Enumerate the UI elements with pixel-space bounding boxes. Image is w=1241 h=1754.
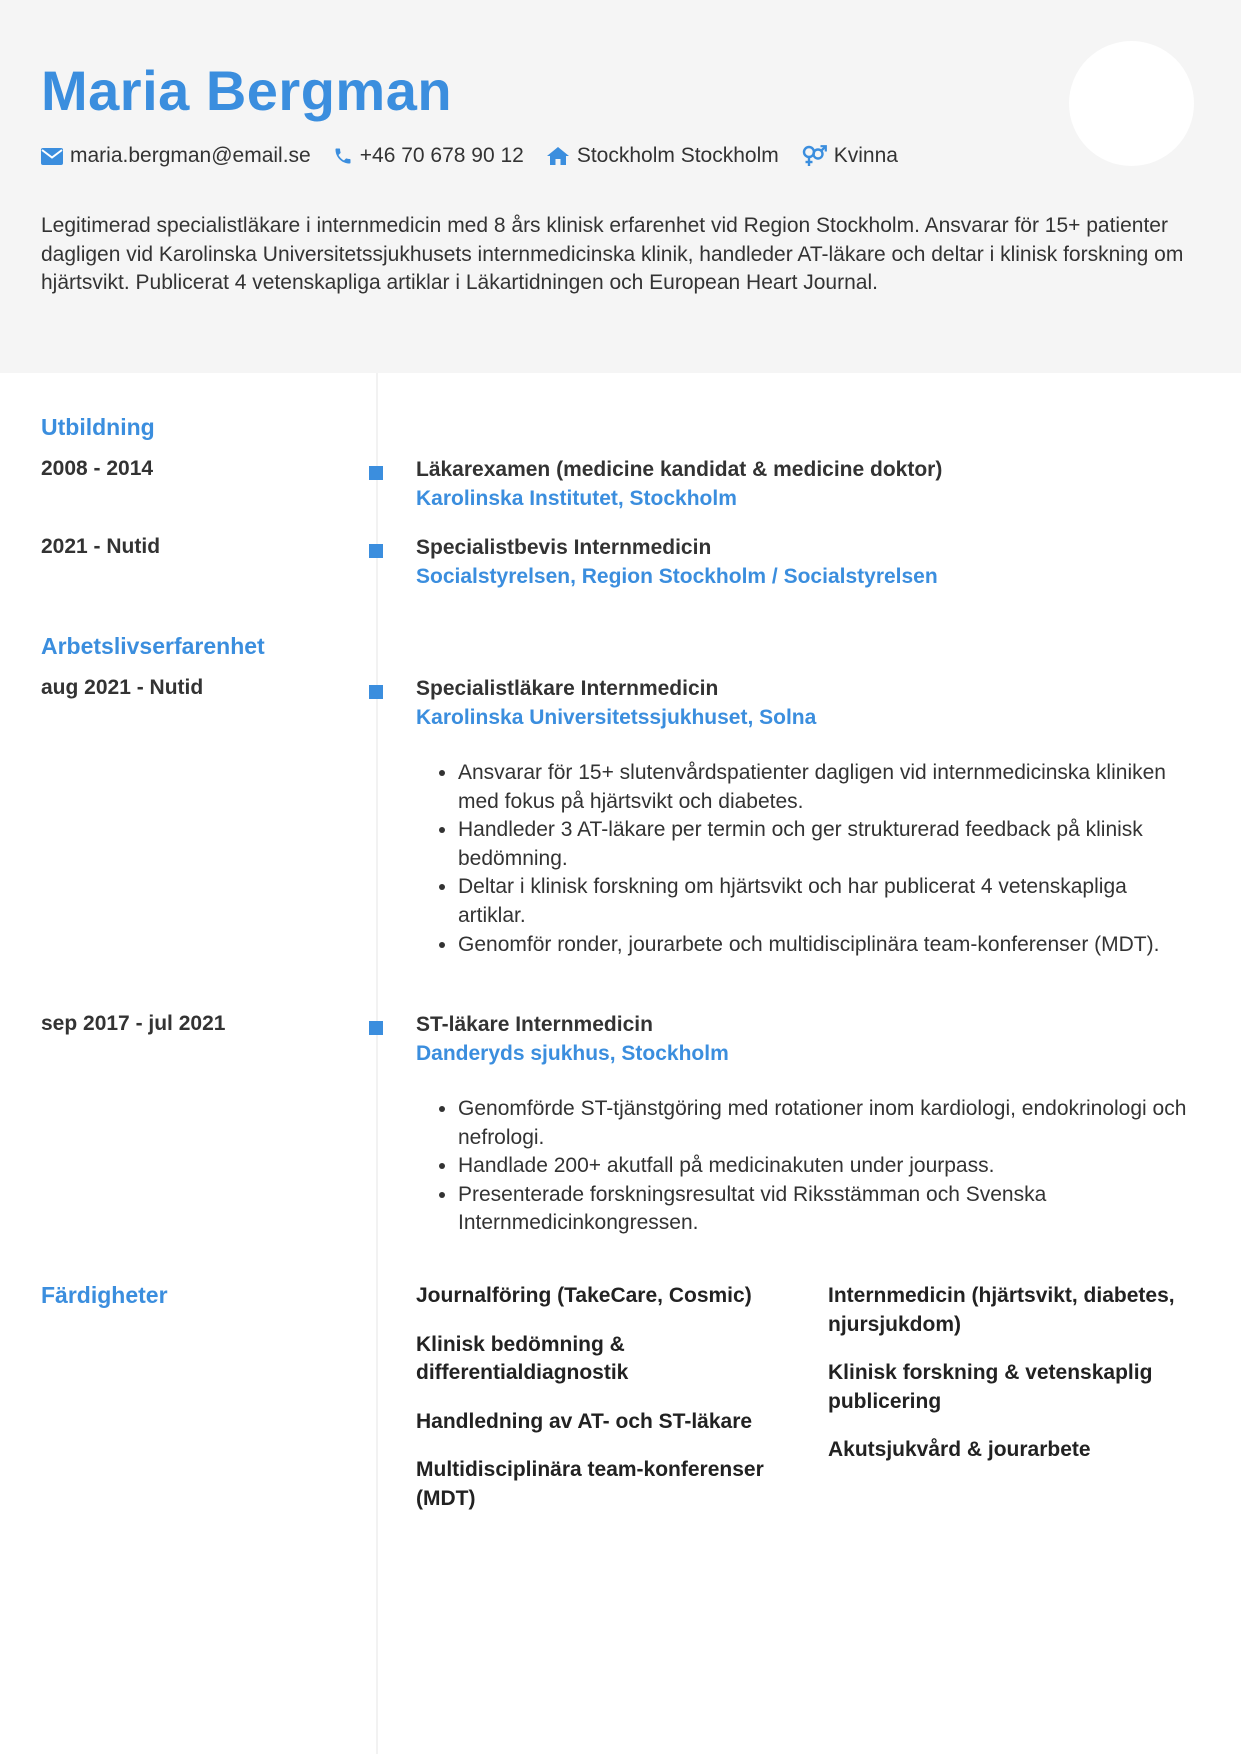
job-entry <box>416 1010 1196 1238</box>
job-title: ST-läkare Internmedicin <box>416 1013 653 1036</box>
email-text: maria.bergman@email.se <box>70 144 311 167</box>
skill-item: Klinisk forskning & vetenskaplig publicering <box>828 1361 1153 1413</box>
degree-title: Läkarexamen (medicine kandidat & medicine doktor) <box>416 458 943 481</box>
job-entry <box>416 674 1196 959</box>
profile-summary: Legitimerad specialistläkare i internmedicin med 8 års klinisk erfarenhet vid Region Stockholm. Ansvarar för 15+ patienter dagligen vid Karolinska Universitetssjukhusets internmedicinska klinik, handleder AT-läkare och deltar i klinisk forskning om hjärtsvikt. Publicerat 4 vetenskapliga artiklar i Läkartidningen och European Heart Journal. <box>41 214 1184 295</box>
skill-item: Multidisciplinära team-konferenser (MDT) <box>416 1458 764 1510</box>
contact-phone[interactable] <box>333 144 524 168</box>
responsibility-item: • Handlade 200+ akutfall på medicinakuten under jourpass. <box>458 1152 1196 1181</box>
contact-location <box>546 144 779 168</box>
gender-icon <box>801 145 827 167</box>
education-entry <box>416 533 1196 591</box>
employer-name: Karolinska Universitetssjukhuset, Solna <box>416 706 817 729</box>
education-date: 2008 - 2014 <box>41 457 154 480</box>
responsibility-item: • Handleder 3 AT-läkare per termin och ger strukturerad feedback på klinisk bedömning. <box>458 816 1196 873</box>
responsibility-item: • Genomför ronder, jourarbete och multidisciplinära team-konferenser (MDT). <box>458 931 1196 960</box>
skills-column-right <box>828 1282 1198 1485</box>
employer-name: Danderyds sjukhus, Stockholm <box>416 1042 729 1065</box>
job-responsibilities <box>416 759 1196 959</box>
job-responsibilities <box>416 1095 1196 1238</box>
job-date: sep 2017 - jul 2021 <box>41 1012 226 1035</box>
skill-item: Handledning av AT- och ST-läkare <box>416 1409 753 1433</box>
skills-column-left <box>416 1282 786 1534</box>
profile-photo-placeholder <box>1069 41 1194 166</box>
institution-name: Karolinska Institutet, Stockholm <box>416 487 737 510</box>
education-entry <box>416 455 1196 513</box>
education-date: 2021 - Nutid <box>41 535 161 558</box>
timeline-divider <box>376 373 378 1754</box>
degree-title: Specialistbevis Internmedicin <box>416 536 712 559</box>
timeline-marker <box>369 685 383 699</box>
skill-item: Akutsjukvård & jourarbete <box>828 1438 1091 1462</box>
gender-text: Kvinna <box>833 144 898 167</box>
timeline-marker <box>369 544 383 558</box>
phone-icon <box>333 146 353 166</box>
location-text: Stockholm Stockholm <box>576 144 779 167</box>
section-title-experience: Arbetslivserfarenhet <box>41 633 265 659</box>
responsibility-item: • Ansvarar för 15+ slutenvårdspatienter dagligen vid internmedicinska kliniken med fokus på hjärtsvikt och diabetes. <box>458 759 1196 816</box>
timeline-marker <box>369 1021 383 1035</box>
section-title-skills: Färdigheter <box>41 1282 168 1308</box>
contact-list <box>41 144 920 168</box>
responsibility-item: • Genomförde ST-tjänstgöring med rotationer inom kardiologi, endokrinologi och nefrologi. <box>458 1095 1196 1152</box>
skill-item: Klinisk bedömning & differentialdiagnostik <box>416 1332 629 1385</box>
section-title-education: Utbildning <box>41 414 155 440</box>
institution-name: Socialstyrelsen, Region Stockholm / Socialstyrelsen <box>416 565 938 588</box>
phone-text: +46 70 678 90 12 <box>359 144 524 167</box>
responsibility-item: • Deltar i klinisk forskning om hjärtsvikt och har publicerat 4 vetenskapliga artiklar. <box>458 873 1196 930</box>
job-title: Specialistläkare Internmedicin <box>416 677 719 700</box>
job-date: aug 2021 - Nutid <box>41 676 204 699</box>
header <box>0 0 1241 373</box>
skill-item: Internmedicin (hjärtsvikt, diabetes, njursjukdom) <box>828 1284 1175 1336</box>
envelope-icon <box>41 148 63 165</box>
responsibility-item: • Presenterade forskningsresultat vid Riksstämman och Svenska Internmedicinkongressen. <box>458 1181 1196 1238</box>
timeline-marker <box>369 466 383 480</box>
home-icon <box>546 146 570 166</box>
candidate-name: Maria Bergman <box>41 59 453 122</box>
contact-gender <box>801 144 898 168</box>
contact-email[interactable] <box>41 144 311 168</box>
skill-item: Journalföring (TakeCare, Cosmic) <box>416 1284 752 1307</box>
